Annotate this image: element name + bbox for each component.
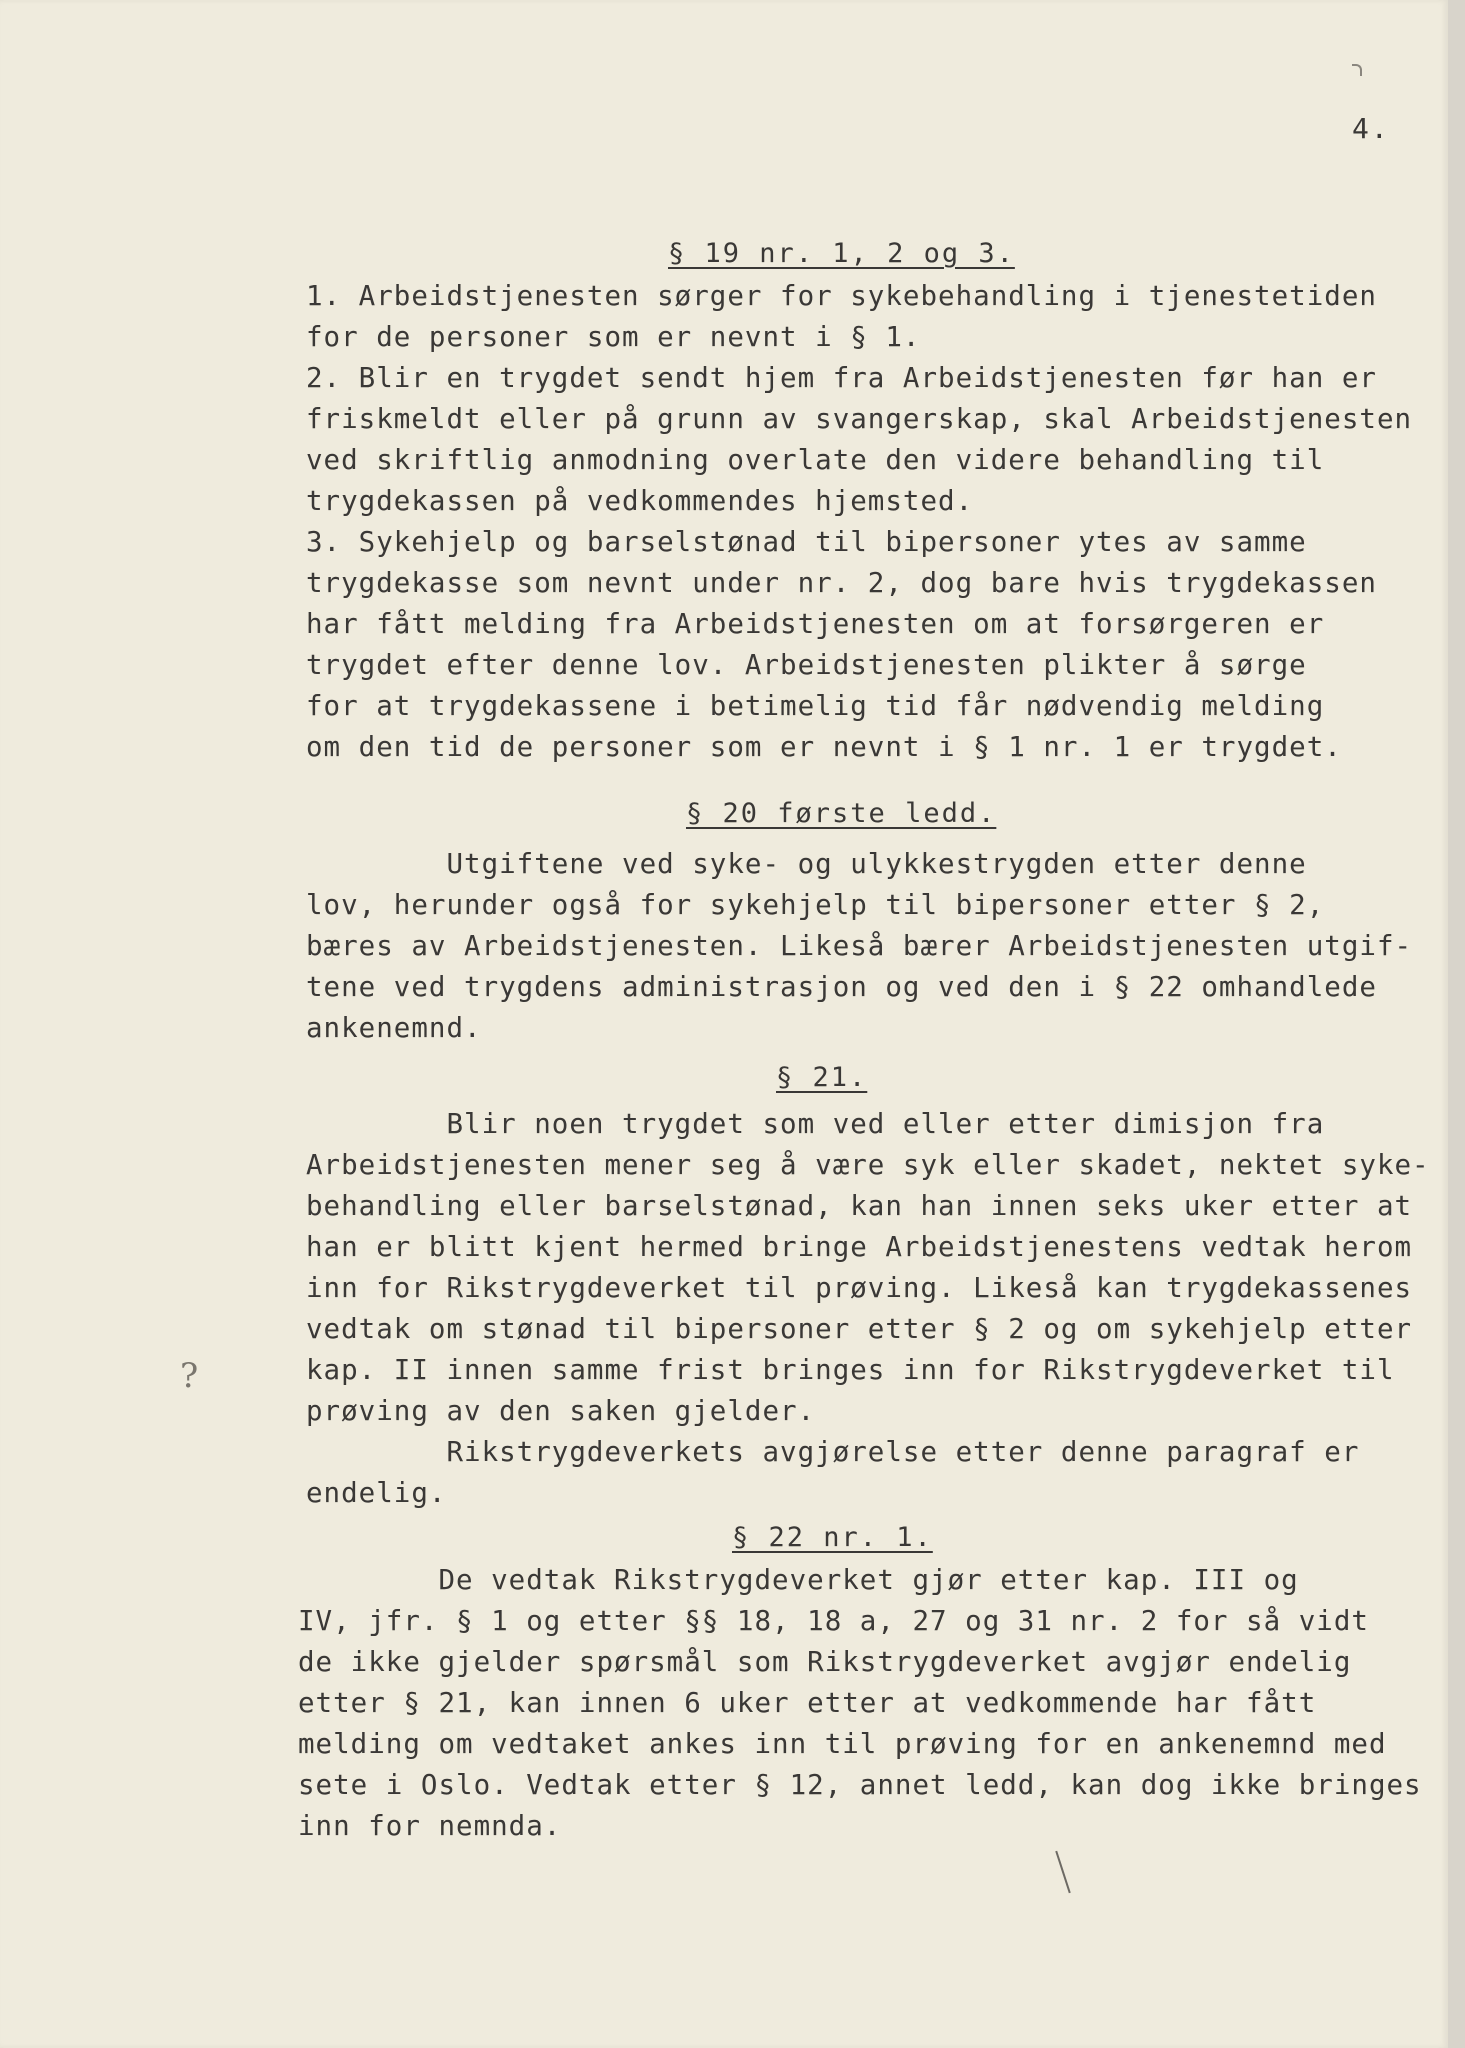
section-body-19 bbox=[306, 276, 1412, 768]
text-line: trygdekassen på vedkommendes hjemsted. bbox=[306, 485, 974, 517]
text-line: inn for nemnda. bbox=[298, 1810, 562, 1842]
text-line: sete i Oslo. Vedtak etter § 12, annet ledd, kan dog ikke bringes bbox=[298, 1769, 1422, 1801]
text-line: lov, herunder også for sykehjelp til bipersoner etter § 2, bbox=[306, 889, 1325, 921]
text-line: prøving av den saken gjelder. bbox=[306, 1395, 816, 1427]
text-line: De vedtak Rikstrygdeverket gjør etter kap. III og bbox=[298, 1564, 1299, 1596]
section-heading-22: § 22 nr. 1. bbox=[732, 1522, 933, 1553]
page-edge bbox=[1448, 0, 1465, 2048]
text-line: Blir noen trygdet som ved eller etter dimisjon fra bbox=[306, 1108, 1325, 1140]
section-body-21 bbox=[306, 1104, 1430, 1514]
text-line: 1. Arbeidstjenesten sørger for sykebehandling i tjenestetiden bbox=[306, 280, 1377, 312]
text-line: tene ved trygdens administrasjon og ved den i § 22 omhandlede bbox=[306, 971, 1377, 1003]
text-line: friskmeldt eller på grunn av svangerskap, skal Arbeidstjenesten bbox=[306, 403, 1413, 435]
text-line: han er blitt kjent hermed bringe Arbeidstjenestens vedtak herom bbox=[306, 1231, 1413, 1263]
section-heading-21: § 21. bbox=[776, 1062, 868, 1093]
text-line: om den tid de personer som er nevnt i § 1 nr. 1 er trygdet. bbox=[306, 731, 1342, 763]
text-line: melding om vedtaket ankes inn til prøving for en ankenemnd med bbox=[298, 1728, 1387, 1760]
text-line: trygdet efter denne lov. Arbeidstjenesten plikter å sørge bbox=[306, 649, 1307, 681]
text-line: ved skriftlig anmodning overlate den videre behandling til bbox=[306, 444, 1325, 476]
margin-question-mark: ? bbox=[180, 1356, 199, 1396]
text-line: vedtak om stønad til bipersoner etter § 2 og om sykehjelp etter bbox=[306, 1313, 1413, 1345]
text-line: trygdekasse som nevnt under nr. 2, dog bare hvis trygdekassen bbox=[306, 567, 1377, 599]
section-body-22 bbox=[298, 1560, 1422, 1847]
text-line: for at trygdekassene i betimelig tid får nødvendig melding bbox=[306, 690, 1325, 722]
section-body-20 bbox=[306, 844, 1412, 1049]
text-line: endelig. bbox=[306, 1477, 447, 1509]
text-line: Rikstrygdeverkets avgjørelse etter denne paragraf er bbox=[306, 1436, 1360, 1468]
text-line: ankenemnd. bbox=[306, 1012, 482, 1044]
text-line: for de personer som er nevnt i § 1. bbox=[306, 321, 921, 353]
pencil-tick-mark bbox=[1055, 1851, 1070, 1893]
text-line: 2. Blir en trygdet sendt hjem fra Arbeidstjenesten før han er bbox=[306, 362, 1377, 394]
text-line: 3. Sykehjelp og barselstønad til bipersoner ytes av samme bbox=[306, 526, 1307, 558]
section-heading-20: § 20 første ledd. bbox=[686, 798, 997, 829]
text-line: IV, jfr. § 1 og etter §§ 18, 18 a, 27 og 31 nr. 2 for så vidt bbox=[298, 1605, 1369, 1637]
section-heading-19: § 19 nr. 1, 2 og 3. bbox=[668, 238, 1015, 269]
text-line: bæres av Arbeidstjenesten. Likeså bærer Arbeidstjenesten utgif- bbox=[306, 930, 1413, 962]
text-line: inn for Rikstrygdeverket til prøving. Likeså kan trygdekassenes bbox=[306, 1272, 1413, 1304]
text-line: de ikke gjelder spørsmål som Rikstrygdeverket avgjør endelig bbox=[298, 1646, 1352, 1678]
text-line: Utgiftene ved syke- og ulykkestrygden etter denne bbox=[306, 848, 1307, 880]
corner-pencil-mark bbox=[1352, 64, 1362, 76]
page-number: 4. bbox=[1352, 112, 1390, 145]
text-line: Arbeidstjenesten mener seg å være syk eller skadet, nektet syke- bbox=[306, 1149, 1430, 1181]
text-line: behandling eller barselstønad, kan han innen seks uker etter at bbox=[306, 1190, 1413, 1222]
text-line: kap. II innen samme frist bringes inn for Rikstrygdeverket til bbox=[306, 1354, 1395, 1386]
text-line: har fått melding fra Arbeidstjenesten om at forsørgeren er bbox=[306, 608, 1325, 640]
text-line: etter § 21, kan innen 6 uker etter at vedkommende har fått bbox=[298, 1687, 1317, 1719]
